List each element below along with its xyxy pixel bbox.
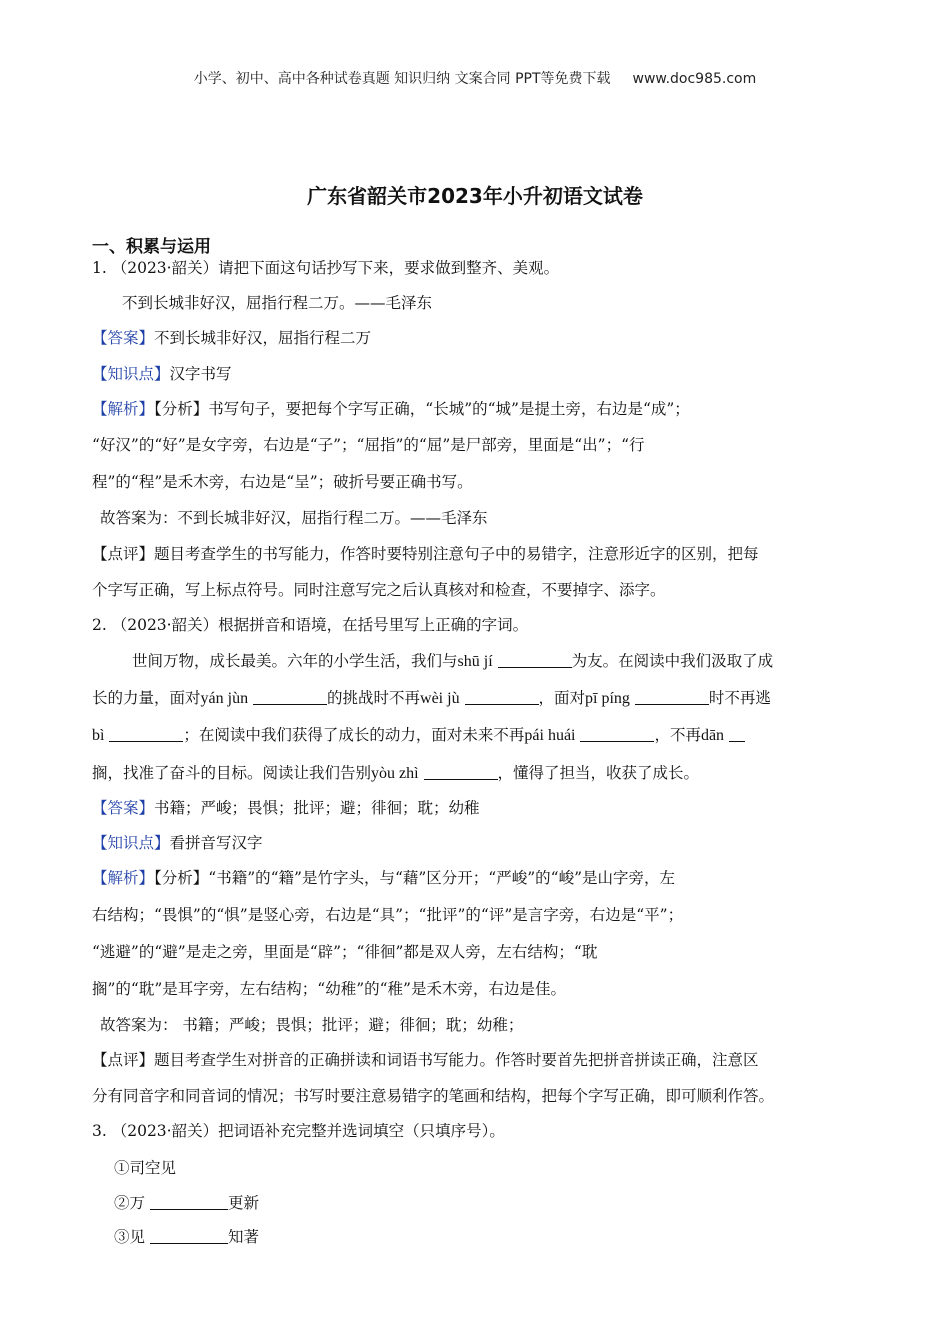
q2-knowledge-text: 看拼音写汉字 xyxy=(169,834,263,852)
answer-blank[interactable] xyxy=(465,688,539,705)
q1-comment-line2: 个字写正确，写上标点符号。同时注意写完之后认真核对和检查，不要掉字、添字。 xyxy=(92,581,666,599)
answer-blank[interactable] xyxy=(498,651,572,668)
q2-text: ，懂得了担当，收获了成长。 xyxy=(497,764,700,782)
q2-text: ，面对 xyxy=(538,689,586,707)
q2-passage-line4 xyxy=(92,762,872,785)
q2-comment-line1: 题目考查学生对拼音的正确拼读和词语书写能力。作答时要首先把拼音拼读正确，注意区 xyxy=(154,1051,759,1069)
answer-label: 【答案】 xyxy=(92,329,155,347)
answer-blank[interactable] xyxy=(635,688,709,705)
knowledge-label: 【知识点】 xyxy=(92,365,170,383)
q2-text: ；在阅读中我们获得了成长的动力，面对未来不再 xyxy=(183,726,525,744)
q1-answer xyxy=(92,327,872,349)
pinyin: dān xyxy=(700,727,725,744)
q1-comment xyxy=(92,543,872,565)
q2-text: 时不再逃 xyxy=(708,689,771,707)
comment-label: 【点评】 xyxy=(92,1051,155,1069)
q1-quote: 不到长城非好汉，屈指行程二万。——毛泽东 xyxy=(122,294,433,312)
q1-comment-line1: 题目考查学生的书写能力，作答时要特别注意句子中的易错字，注意形近字的区别，把每 xyxy=(154,545,759,563)
q2-analysis xyxy=(92,867,872,889)
q2-text: ，不再 xyxy=(654,726,701,744)
analysis-label: 【解析】 xyxy=(92,869,155,887)
q2-text: 搁，找准了奋斗的目标。阅读让我们告别 xyxy=(92,764,372,782)
q2-text: 长的力量，面对 xyxy=(92,689,201,707)
q1-analysis-line3: 程”的“程”是禾木旁，右边是“呈”；破折号要正确书写。 xyxy=(92,473,473,491)
q3-option-3 xyxy=(114,1226,894,1248)
answer-blank[interactable] xyxy=(424,763,498,780)
q2-knowledge xyxy=(92,832,872,854)
q3-text: ②万 xyxy=(114,1194,146,1212)
q1-answer-text: 不到长城非好汉，屈指行程二万 xyxy=(154,329,372,347)
q2-analysis-line1: 【分析】“书籍”的“籍”是竹字头，与“藉”区分开；“严峻”的“峻”是山字旁，左 xyxy=(154,869,676,887)
q1-analysis-line2: “好汉”的“好”是女字旁，右边是“子”；“屈指”的“屈”是尸部旁，里面是“出”；“行 xyxy=(92,436,645,454)
header-text: 小学、初中、高中各种试卷真题 知识归纳 文案合同 PPT等免费下载 xyxy=(193,71,611,87)
pinyin: wèi jù xyxy=(420,690,460,707)
q2-analysis-line4: 搁”的“耽”是耳字旁，左右结构；“幼稚”的“稚”是禾木旁，右边是佳。 xyxy=(92,980,566,998)
page-title: 广东省韶关市2023年小升初语文试卷 xyxy=(307,184,643,208)
analysis-label: 【解析】 xyxy=(92,400,155,418)
answer-label: 【答案】 xyxy=(92,799,155,817)
pinyin: pī píng xyxy=(585,690,630,707)
answer-blank[interactable] xyxy=(729,725,745,742)
knowledge-label: 【知识点】 xyxy=(92,834,170,852)
q3-text: 更新 xyxy=(227,1194,259,1212)
q2-comment xyxy=(92,1049,872,1071)
answer-blank[interactable] xyxy=(253,688,327,705)
answer-blank[interactable] xyxy=(580,725,654,742)
q2-text: 世间万物，成长最美。六年的小学生活，我们与 xyxy=(132,652,458,670)
answer-blank[interactable] xyxy=(150,1227,228,1244)
pinyin: yòu zhì xyxy=(371,765,419,782)
q1-analysis-line1: 【分析】书写句子，要把每个字写正确，“长城”的“城”是提土旁，右边是“成”； xyxy=(154,400,690,418)
q1-knowledge xyxy=(92,363,872,385)
comment-label: 【点评】 xyxy=(92,545,155,563)
q3-option-1: ①司空见 xyxy=(114,1159,177,1177)
q3-text: ③见 xyxy=(114,1228,146,1246)
q1-analysis xyxy=(92,398,872,420)
answer-blank[interactable] xyxy=(150,1193,228,1210)
q3-stem: 3. （2023·韶关）把词语补充完整并选词填空（只填序号）。 xyxy=(92,1122,505,1140)
q2-passage-line1 xyxy=(132,650,912,673)
q3-option-2 xyxy=(114,1192,894,1214)
answer-blank[interactable] xyxy=(109,725,183,742)
section-heading: 一、积累与运用 xyxy=(92,237,211,257)
q2-passage-line2 xyxy=(92,687,872,710)
pinyin: pái huái xyxy=(524,727,576,744)
pinyin: bì xyxy=(92,727,105,744)
q1-final-answer: 故答案为：不到长城非好汉，屈指行程二万。——毛泽东 xyxy=(100,509,488,527)
q2-text: 的挑战时不再 xyxy=(327,689,421,707)
q1-stem: 1. （2023·韶关）请把下面这句话抄写下来，要求做到整齐、美观。 xyxy=(92,259,560,277)
pinyin: shū jí xyxy=(457,653,493,670)
q2-stem: 2. （2023·韶关）根据拼音和语境，在括号里写上正确的字词。 xyxy=(92,616,529,634)
q2-analysis-line2: 右结构；“畏惧”的“惧”是竖心旁，右边是“具”；“批评”的“评”是言字旁，右边是“平”； xyxy=(92,906,684,924)
q2-answer-text: 书籍；严峻；畏惧；批评；避；徘徊；耽；幼稚 xyxy=(154,799,480,817)
pinyin: yán jùn xyxy=(200,690,249,707)
q2-text: 为友。在阅读中我们汲取了成 xyxy=(571,652,774,670)
header-url[interactable]: www.doc985.com xyxy=(632,71,757,87)
page-header xyxy=(0,68,950,88)
q2-passage-line3 xyxy=(92,724,872,747)
q2-final-answer: 故答案为： 书籍；严峻；畏惧；批评；避；徘徊；耽；幼稚； xyxy=(100,1016,524,1034)
q2-comment-line2: 分有同音字和同音词的情况；书写时要注意易错字的笔画和结构，把每个字写正确，即可顺利作答。 xyxy=(92,1087,775,1105)
q1-knowledge-text: 汉字书写 xyxy=(169,365,232,383)
q2-analysis-line3: “逃避”的“避”是走之旁，里面是“辟”；“徘徊”都是双人旁，左右结构；“耽 xyxy=(92,943,598,961)
q2-answer xyxy=(92,797,872,819)
q3-text: 知著 xyxy=(227,1228,259,1246)
